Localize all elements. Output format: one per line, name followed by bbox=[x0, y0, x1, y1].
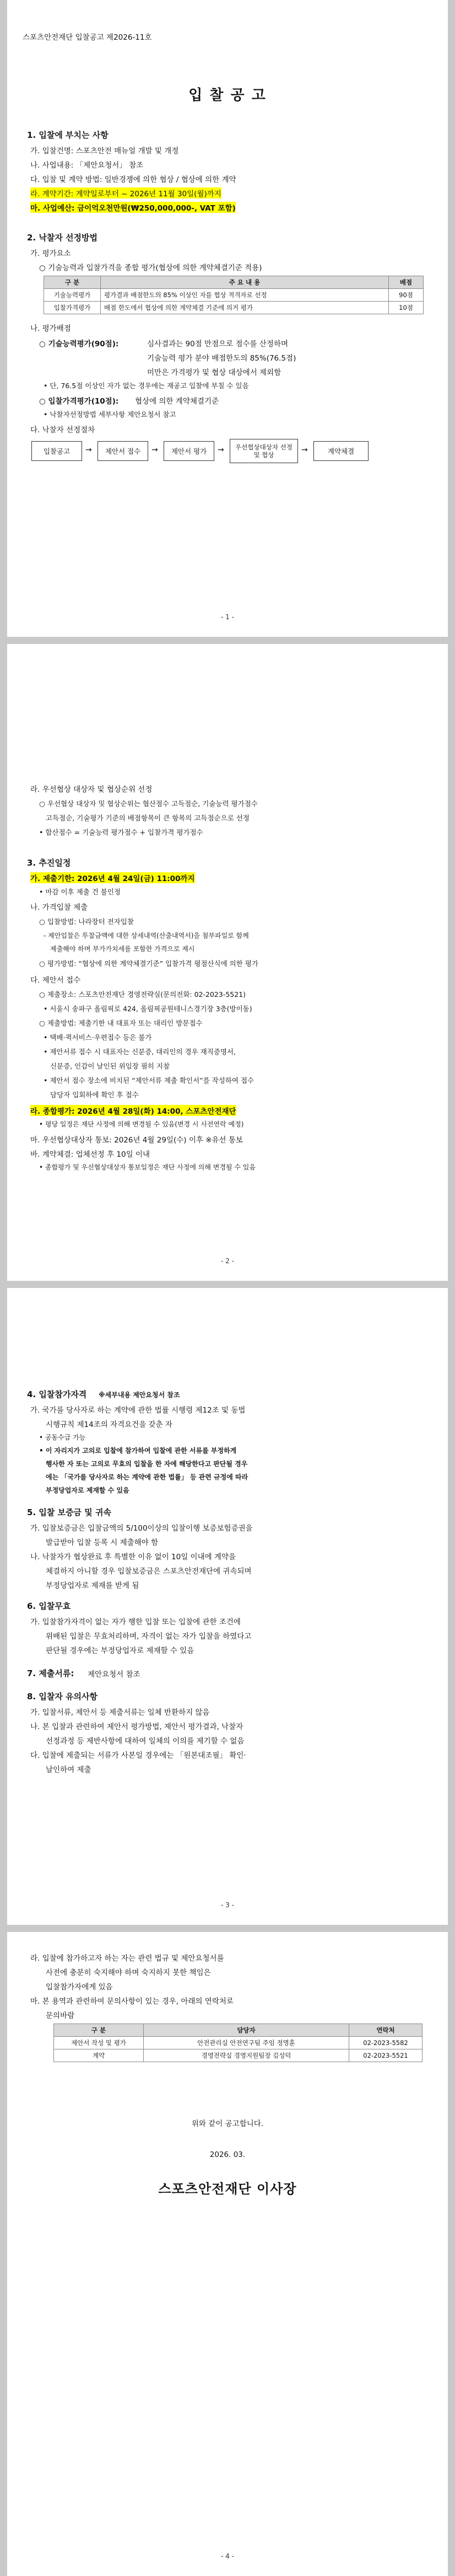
submission-place: ○ 제출장소: 스포츠안전재단 경영전략실(문의전화: 02-2023-5521) bbox=[39, 990, 246, 999]
table-row bbox=[54, 2049, 422, 2062]
arrow-right-icon: → bbox=[151, 446, 158, 454]
table-cell: 90점 bbox=[389, 289, 424, 302]
table-cell: 제안서 작성 및 평가 bbox=[54, 2037, 144, 2049]
page-number: - 1 - bbox=[221, 613, 234, 621]
section-1-item-na: 나. 사업내용: 「제안요청서」 참조 bbox=[30, 161, 144, 170]
notice-item-da-1: 다. 입찰에 제출되는 서류가 사본일 경우에는 「원본대조필」 확인· bbox=[30, 1751, 246, 1760]
bid-method-detail-2: 제출해야 하며 부가가치세를 포함한 가격으로 제시 bbox=[50, 945, 195, 953]
bid-method: ○ 입찰방법: 나라장터 전자입찰 bbox=[39, 917, 134, 926]
table-row bbox=[44, 289, 424, 302]
section-7-heading: 7. 제출서류: bbox=[27, 1668, 74, 1678]
submission-address: • 서울시 송파구 올림픽로 424, 올림픽공원테니스경기장 3층(방이동) bbox=[44, 1005, 252, 1013]
bid-bond-text-4: 체결하지 아니할 경우 입찰보증금은 스포츠안전재단에 귀속되며 bbox=[46, 1567, 252, 1576]
document-page-4 bbox=[7, 1932, 448, 2576]
eligibility-text-1: 가. 국가를 당사자로 하는 계약에 관한 법률 시행령 제12조 및 동법 bbox=[30, 1406, 246, 1415]
section-5-heading: 5. 입찰 보증금 및 귀속 bbox=[27, 1507, 111, 1517]
table-header-row bbox=[54, 2024, 422, 2037]
flow-step-contract: 계약체결 bbox=[313, 441, 369, 461]
document-page-1 bbox=[7, 0, 448, 637]
price-bid-heading: 나. 가격입찰 제출 bbox=[30, 903, 88, 912]
tech-eval-text-1: 심사결과는 90점 만점으로 점수를 산정하며 bbox=[147, 340, 289, 348]
table-cell: 배점 한도에서 협상에 의한 계약체결 기준에 의거 평가 bbox=[101, 302, 389, 314]
table-header-row bbox=[44, 276, 424, 289]
section-4-heading: 4. 입찰참가자격 bbox=[27, 1389, 87, 1399]
price-eval-label: ○ 입찰가격평가(10점): bbox=[39, 397, 119, 406]
table-cell: 경영전략실 경영지원팀장 김성덕 bbox=[144, 2049, 349, 2062]
notice-item-ma-2: 문의바람 bbox=[46, 2011, 75, 2020]
page-title: 입 찰 공 고 bbox=[188, 87, 267, 104]
table-header-cell: 배점 bbox=[389, 276, 424, 289]
page-number: - 4 - bbox=[221, 2552, 234, 2560]
section-8-heading: 8. 입찰자 유의사항 bbox=[27, 1692, 98, 1702]
table-header-cell: 주 요 내 용 bbox=[101, 276, 389, 289]
submission-note-2: • 제안서류 접수 시 대표자는 신분증, 대리인의 경우 재직증명서, bbox=[44, 1048, 236, 1056]
notice-item-da-2: 날인하여 제출 bbox=[46, 1765, 91, 1774]
schedule-change-note: • 종합평가 및 우선협상대상자 통보일정은 재단 사정에 의해 변경될 수 있음 bbox=[39, 1163, 256, 1171]
flow-step-proposal-evaluation: 제안서 평가 bbox=[164, 441, 214, 461]
table-cell: 02-2023-5582 bbox=[349, 2037, 422, 2049]
eligibility-warning-4: 부정당업자로 제재할 수 있음 bbox=[46, 1486, 129, 1494]
flow-step-announcement: 입찰공고 bbox=[31, 441, 82, 461]
notice-item-ra-1: 라. 입찰에 참가하고자 하는 자는 관련 법규 및 제안요청서를 bbox=[30, 1954, 224, 1963]
table-cell: 평가결과 배점한도의 85% 이상인 자를 협상 적격자로 선정 bbox=[101, 289, 389, 302]
document-page-2 bbox=[7, 644, 448, 1281]
section-1-heading: 1. 입찰에 부치는 사항 bbox=[27, 130, 109, 140]
page-number: - 2 - bbox=[221, 1257, 234, 1265]
eligibility-text-2: 시행규칙 제14조의 자격요건을 갖춘 자 bbox=[46, 1420, 172, 1429]
announcement-number: 스포츠안전재단 입찰공고 제2026-11호 bbox=[23, 33, 152, 42]
eligibility-warning-2: 행사한 자 또는 고의로 무효의 입찰을 한 자에 해당한다고 판단될 경우 bbox=[46, 1460, 248, 1468]
table-cell: 10점 bbox=[389, 302, 424, 314]
notice-item-ra-3: 입찰참가자에게 있음 bbox=[46, 1983, 113, 1992]
priority-selection-heading: 라. 우선협상 대상자 및 협상순위 선정 bbox=[30, 785, 153, 794]
comprehensive-evaluation-date: 라. 종합평가: 2026년 4월 28일(화) 14:00, 스포츠안전재단 bbox=[30, 1105, 236, 1116]
bid-bond-text-2: 발급받아 입찰 등록 시 제출해야 함 bbox=[46, 1538, 159, 1547]
arrow-right-icon: → bbox=[85, 446, 92, 454]
closing-statement: 위와 같이 공고합니다. bbox=[191, 2119, 264, 2128]
section-4-note: ※세부내용 제안요청서 참조 bbox=[99, 1391, 180, 1399]
submission-note-3: 신분증, 인감이 날인된 위임장 필히 지참 bbox=[50, 1062, 170, 1070]
tech-eval-text-3: 미만은 가격평가 및 협상 대상에서 제외함 bbox=[147, 368, 281, 377]
signature: 스포츠안전재단 이사장 bbox=[158, 2181, 297, 2197]
table-header-cell: 담당자 bbox=[144, 2024, 349, 2037]
page-number: - 3 - bbox=[221, 1901, 234, 1909]
tech-eval-label: ○ 기술능력평가(90점): bbox=[39, 340, 119, 348]
priority-selection-text-1: ○ 우선협상 대상자 및 협상순위는 협산점수 고득점순, 기술능력 평가점수 bbox=[39, 799, 258, 808]
submission-method: ○ 제출방법: 제출기한 내 대표자 또는 대리인 방문접수 bbox=[39, 1019, 203, 1027]
section-6-heading: 6. 입찰무효 bbox=[27, 1601, 71, 1611]
table-cell: 안전관리실 안전연구팀 주임 정명훈 bbox=[144, 2037, 349, 2049]
submission-deadline: 가. 제출기한: 2026년 4월 24일(금) 11:00까지 bbox=[30, 872, 195, 883]
section-7-text: 제안요청서 참조 bbox=[88, 1670, 140, 1679]
notice-item-na-2: 선정과정 등 제반사항에 대하여 일체의 이의를 제기할 수 없음 bbox=[46, 1737, 245, 1746]
priority-notice-date: 마. 우선협상대상자 통보: 2026년 4월 29일(수) 이후 ※유선 통보 bbox=[30, 1136, 243, 1145]
invalid-bid-text-2: 위배된 입찰은 무효처리하며, 자격이 없는 자가 입찰을 하였다고 bbox=[46, 1632, 252, 1641]
tech-eval-text-2: 기술능력 평가 분야 배점한도의 85%(76.5점) bbox=[147, 354, 296, 363]
tech-eval-note: • 단, 76.5점 이상인 자가 없는 경우에는 재공고 입찰에 부칠 수 있음 bbox=[44, 382, 249, 390]
evaluation-table bbox=[44, 276, 424, 314]
table-header-cell: 구 분 bbox=[54, 2024, 144, 2037]
price-eval-note: • 낙찰자선정방법 세부사항 제안요청서 참고 bbox=[44, 410, 176, 418]
deadline-note: • 마감 이후 제출 건 불인정 bbox=[39, 888, 121, 896]
section-2-ga: 가. 평가요소 bbox=[30, 249, 71, 258]
section-3-heading: 3. 추진일정 bbox=[27, 858, 71, 868]
evaluation-method: ○ 평가방법: “협상에 의한 계약체결기준” 입찰가격 평점산식에 의한 평가 bbox=[39, 959, 258, 968]
score-formula: • 합산점수 = 기술능력 평가점수 + 입찰가격 평가점수 bbox=[39, 828, 203, 836]
document-page-3 bbox=[7, 1288, 448, 1925]
contact-table bbox=[53, 2024, 422, 2062]
table-cell: 02-2023-5521 bbox=[349, 2049, 422, 2062]
table-row bbox=[54, 2037, 422, 2049]
section-1-item-ga: 가. 입찰건명: 스포츠안전 매뉴얼 개발 및 개정 bbox=[30, 147, 179, 155]
evaluation-criteria-bullet: ○ 기술능력과 입찰가격을 종합 평가(협상에 의한 계약체결기준 적용) bbox=[39, 264, 262, 272]
section-2-da: 다. 낙찰자 선정절차 bbox=[30, 426, 95, 434]
priority-selection-text-2: 고득점순, 기술평가 기준의 배점항목이 큰 항목의 고득점순으로 선정 bbox=[46, 814, 250, 822]
submission-note-4: • 제안서 접수 장소에 비치된 “제안서류 제출 확인서”를 작성하여 접수 bbox=[44, 1076, 254, 1085]
bid-bond-text-3: 나. 낙찰자가 협상완료 후 특별한 이유 없이 10일 이내에 계약을 bbox=[30, 1553, 236, 1561]
contract-period: 라. 계약기간: 계약일로부터 ~ 2026년 11월 30일(월)까지 bbox=[30, 187, 221, 198]
table-cell: 입찰가격평가 bbox=[44, 302, 101, 314]
table-row bbox=[44, 302, 424, 314]
evaluation-date-note: • 평당 일정은 재단 사정에 의해 변경될 수 있음(변경 시 사전연락 예정) bbox=[39, 1120, 244, 1128]
table-cell: 기술능력평가 bbox=[44, 289, 101, 302]
invalid-bid-text-3: 판단될 경우에는 부정당업자로 제재할 수 있음 bbox=[46, 1646, 194, 1655]
section-2-heading: 2. 낙찰자 선정방법 bbox=[27, 233, 98, 243]
proposal-receipt-heading: 다. 제안서 접수 bbox=[30, 976, 81, 985]
bid-method-detail-1: - 제안입찰은 투찰금액에 대한 상세내역(산출내역서)을 첨부파일로 함께 bbox=[44, 932, 249, 940]
arrow-right-icon: → bbox=[218, 446, 224, 454]
contract-signing: 바. 계약체결: 업체선정 후 10일 이내 bbox=[30, 1150, 150, 1159]
table-header-cell: 연락처 bbox=[349, 2024, 422, 2037]
eligibility-warning-3: 에는 「국가를 당사자로 하는 계약에 관한 법률」 등 관련 규정에 따라 bbox=[46, 1473, 248, 1481]
announcement-date: 2026. 03. bbox=[209, 2150, 246, 2159]
arrow-right-icon: → bbox=[301, 446, 308, 454]
bid-bond-text-1: 가. 입찰보증금은 입찰금액의 5/100이상의 입찰이행 보증보험증권을 bbox=[30, 1524, 253, 1533]
bid-bond-text-5: 부정당업자로 제재를 받게 됨 bbox=[46, 1581, 139, 1590]
flow-step-negotiation: 우선협상대상자 선정 및 협상 bbox=[230, 439, 298, 463]
notice-item-ra-2: 사전에 충분히 숙지해야 하며 숙지하지 못한 책임은 bbox=[46, 1968, 211, 1977]
notice-item-ma-1: 마. 본 용역과 관련하여 문의사항이 있는 경우, 아래의 연락처로 bbox=[30, 1997, 234, 2006]
notice-item-ga: 가. 입찰서류, 제안서 등 제출서류는 일체 반환하지 않음 bbox=[30, 1708, 210, 1717]
invalid-bid-text-1: 가. 입찰참가자격이 없는 자가 행한 입찰 또는 입찰에 관한 조건에 bbox=[30, 1618, 241, 1627]
project-budget: 마. 사업예산: 금이억오천만원(₩250,000,000-, VAT 포함) bbox=[30, 202, 236, 213]
section-2-na: 나. 평가배점 bbox=[30, 324, 71, 333]
submission-note-1: • 택배·퀵서비스·우편접수 등은 불가 bbox=[44, 1033, 152, 1042]
eligibility-joint-bid: • 공동수급 가능 bbox=[39, 1434, 86, 1441]
notice-item-na-1: 나. 본 입찰과 관련하여 제안서 평가방법, 제안서 평가결과, 낙찰자 bbox=[30, 1722, 243, 1731]
submission-note-5: 담당자 입회하에 확인 후 접수 bbox=[50, 1091, 139, 1099]
section-1-item-da: 다. 입찰 및 계약 방법: 일반경쟁에 의한 협상 / 협상에 의한 계약 bbox=[30, 175, 236, 184]
table-cell: 계약 bbox=[54, 2049, 144, 2062]
table-header-cell: 구 분 bbox=[44, 276, 101, 289]
title-spacer bbox=[7, 101, 448, 102]
price-eval-text: 협상에 의한 계약체결기준 bbox=[135, 397, 219, 406]
eligibility-warning-1: • 이 자리지가 고의로 입찰에 참가하여 입찰에 관한 서류를 부정하게 bbox=[39, 1447, 237, 1455]
flow-step-proposal-receipt: 제안서 접수 bbox=[98, 441, 148, 461]
